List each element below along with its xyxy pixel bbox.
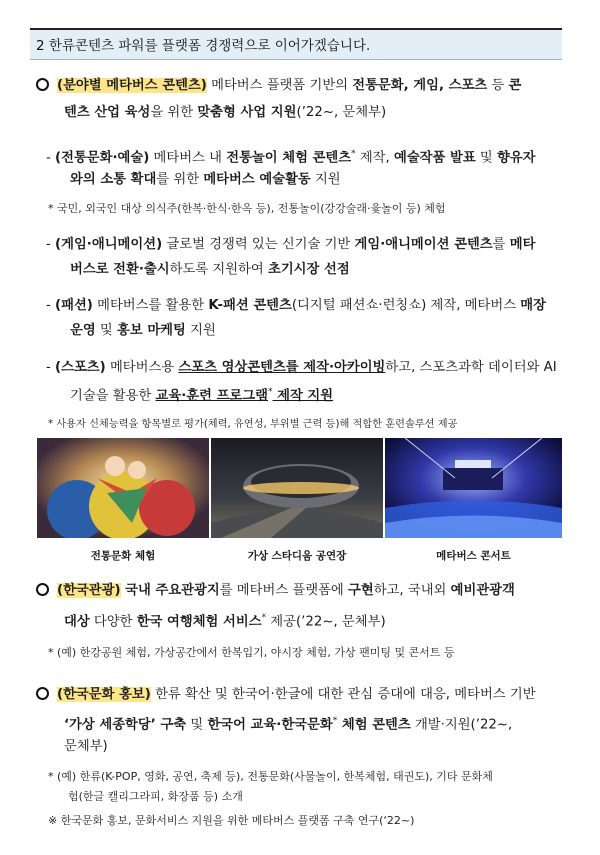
section3-note2: ※ 한국문화 홍보, 문화서비스 지원을 위한 메타버스 플랫폼 구축 연구(‘22~) bbox=[48, 814, 415, 827]
photo-caption-3: 메타버스 콘서트 bbox=[436, 550, 511, 562]
bold-text: 예술작품 발표 bbox=[393, 150, 476, 166]
circle-bullet-icon bbox=[36, 78, 49, 91]
text: 개발·지원(’22~, bbox=[410, 717, 513, 733]
item4-line1 bbox=[46, 355, 576, 380]
section3-tag: (한국문화 홍보) bbox=[57, 687, 151, 702]
bold-text: 교육·훈련 프로그램 bbox=[155, 388, 268, 404]
bold-text: 스포츠 영상콘텐츠를 제작·아카이빙 bbox=[178, 360, 386, 375]
bold-text: 예비관광객 bbox=[450, 583, 515, 598]
item-tag: (게임·애니메이션) bbox=[55, 237, 163, 252]
item4-note: * 사용자 신체능력을 항목별로 평가(체력, 유연성, 부위별 근력 등)해 적합한 훈련솔루션 제공 bbox=[48, 419, 458, 430]
text: 및 bbox=[95, 323, 118, 338]
dash: - bbox=[46, 360, 56, 375]
text: 메타버스 내 bbox=[149, 150, 227, 166]
item1-note: * 국민, 외국인 대상 의식주(한복·한식·한옥 등), 전통놀이(강강술래·윷놀이 등) 체험 bbox=[48, 202, 446, 215]
footnote-mark: * bbox=[267, 387, 273, 397]
section3-note1b: 험(한글 캘리그라피, 화장품 등) 소개 bbox=[68, 790, 243, 803]
item2-line2 bbox=[70, 257, 350, 282]
section3-note1: * (예) 한류(K-POP, 영화, 공연, 축제 등), 전통문화(사물놀이, 한복체험, 태권도), 기타 문화체 bbox=[48, 770, 493, 783]
bold-text: 전통문화, 게임, 스포츠 bbox=[352, 78, 488, 93]
item-tag: (스포츠) bbox=[55, 360, 106, 375]
bold-text: 맞춤형 사업 지원 bbox=[197, 105, 297, 120]
section2-line1 bbox=[36, 578, 576, 603]
bold-text: 홍보 마케팅 bbox=[117, 323, 186, 338]
text: 하고, 스포츠과학 데이터와 AI bbox=[385, 360, 557, 375]
dash: - bbox=[46, 150, 56, 166]
bold-text: 구현 bbox=[348, 583, 374, 598]
bold-text: 대상 bbox=[64, 614, 90, 630]
bold-text: 한국어 교육·한국문화 bbox=[207, 717, 333, 733]
item3-line1 bbox=[46, 293, 576, 318]
text: 를 메타버스 플랫폼에 bbox=[219, 583, 349, 598]
text: 메타버스용 bbox=[105, 360, 179, 375]
bold-text: 버스로 전환·출시 bbox=[70, 262, 170, 277]
text: 제작, bbox=[355, 150, 394, 166]
text: 지원 bbox=[310, 172, 341, 187]
metaverse-concert-photo bbox=[385, 438, 562, 538]
bold-text: 국내 주요관광지 bbox=[120, 583, 220, 598]
section2-line2 bbox=[64, 606, 386, 634]
section1-line2 bbox=[64, 100, 386, 125]
text: 메타버스 플랫폼 기반의 bbox=[206, 78, 353, 93]
circle-bullet-icon bbox=[36, 583, 49, 596]
section1-line1 bbox=[36, 73, 566, 98]
footnote-mark: * bbox=[261, 613, 267, 623]
text: 을 위한 bbox=[150, 105, 198, 120]
photo-caption-2: 가상 스타디움 공연장 bbox=[247, 550, 347, 562]
item4-line2 bbox=[70, 380, 333, 408]
bold-text: 한국 여행체험 서비스 bbox=[136, 614, 262, 630]
text: 를 bbox=[492, 237, 510, 252]
text: 하도록 지원하여 bbox=[169, 262, 268, 277]
section-header bbox=[30, 28, 562, 60]
bold-text: 메타버스 예술활동 bbox=[203, 172, 311, 187]
text: 를 위한 bbox=[156, 172, 204, 187]
section2-tag: (한국관광) bbox=[57, 583, 121, 598]
text: (’22~, 문체부) bbox=[296, 105, 387, 120]
text: (디지털 패션쇼·런칭쇼) 제작, 메타버스 bbox=[291, 298, 521, 313]
virtual-stadium-photo bbox=[211, 438, 383, 538]
text: 등 bbox=[487, 78, 509, 93]
item-tag: (전통문화·예술) bbox=[55, 150, 150, 166]
item1-line2 bbox=[70, 167, 341, 192]
bold-text: 메타 bbox=[509, 237, 536, 252]
item-tag: (패션) bbox=[55, 298, 93, 313]
metaverse-concert-image bbox=[385, 438, 562, 538]
virtual-stadium-image bbox=[211, 438, 383, 538]
section-title: 2 한류콘텐츠 파워를 플랫폼 경쟁력으로 이어가겠습니다. bbox=[36, 38, 371, 54]
photo-caption-1: 전통문화 체험 bbox=[90, 550, 156, 562]
text: 메타버스를 활용한 bbox=[92, 298, 209, 313]
bold-text: 체험 콘텐츠 bbox=[337, 717, 411, 733]
circle-bullet-icon bbox=[36, 687, 49, 700]
bold-text: 초기시장 선점 bbox=[267, 262, 350, 277]
traditional-culture-photo bbox=[37, 438, 209, 538]
footnote-mark: * bbox=[332, 716, 338, 726]
traditional-culture-image bbox=[37, 438, 209, 538]
item2-line1 bbox=[46, 232, 576, 257]
section2-note: * (예) 한강공원 체험, 가상공간에서 한복입기, 야시장 체험, 가상 팬미팅 및 콘서트 등 bbox=[48, 646, 455, 659]
text: 하고, 국내외 bbox=[373, 583, 451, 598]
section1-tag: (분야별 메타버스 콘텐츠) bbox=[57, 78, 207, 93]
bold-text: 텐츠 산업 육성 bbox=[64, 105, 151, 120]
text: 기술을 활용한 bbox=[70, 388, 156, 404]
bold-text: ‘가상 세종학당’ 구축 bbox=[64, 717, 187, 733]
text: 및 bbox=[186, 717, 208, 733]
footnote-mark: * bbox=[351, 149, 356, 159]
section3-line1 bbox=[36, 682, 576, 707]
dash: - bbox=[46, 237, 56, 252]
bold-text: 운영 bbox=[70, 323, 96, 338]
bold-text: 게임·애니메이션 콘텐츠 bbox=[354, 237, 493, 252]
text: 다양한 bbox=[89, 614, 137, 630]
bold-text: 콘 bbox=[508, 78, 522, 93]
text: 및 bbox=[475, 150, 497, 166]
bold-text: 전통놀이 체험 콘텐츠 bbox=[226, 150, 352, 166]
bold-text: 향유자 bbox=[496, 150, 536, 166]
text: 제공(’22~, 문체부) bbox=[266, 614, 386, 630]
section3-line3: 문체부) bbox=[64, 739, 108, 754]
section3-line2 bbox=[64, 709, 512, 737]
text: 지원 bbox=[185, 323, 216, 338]
bold-text: 와의 소통 확대 bbox=[70, 172, 157, 187]
bold-text: K-패션 콘텐츠 bbox=[208, 298, 292, 313]
bold-text: 매장 bbox=[520, 298, 546, 313]
dash: - bbox=[46, 298, 56, 313]
text: 한류 확산 및 한국어·한글에 대한 관심 증대에 대응, 메타버스 기반 bbox=[150, 687, 536, 702]
item3-line2 bbox=[70, 318, 216, 343]
bold-text: 제작 지원 bbox=[272, 388, 334, 404]
text: 글로벌 경쟁력 있는 신기술 기반 bbox=[162, 237, 355, 252]
